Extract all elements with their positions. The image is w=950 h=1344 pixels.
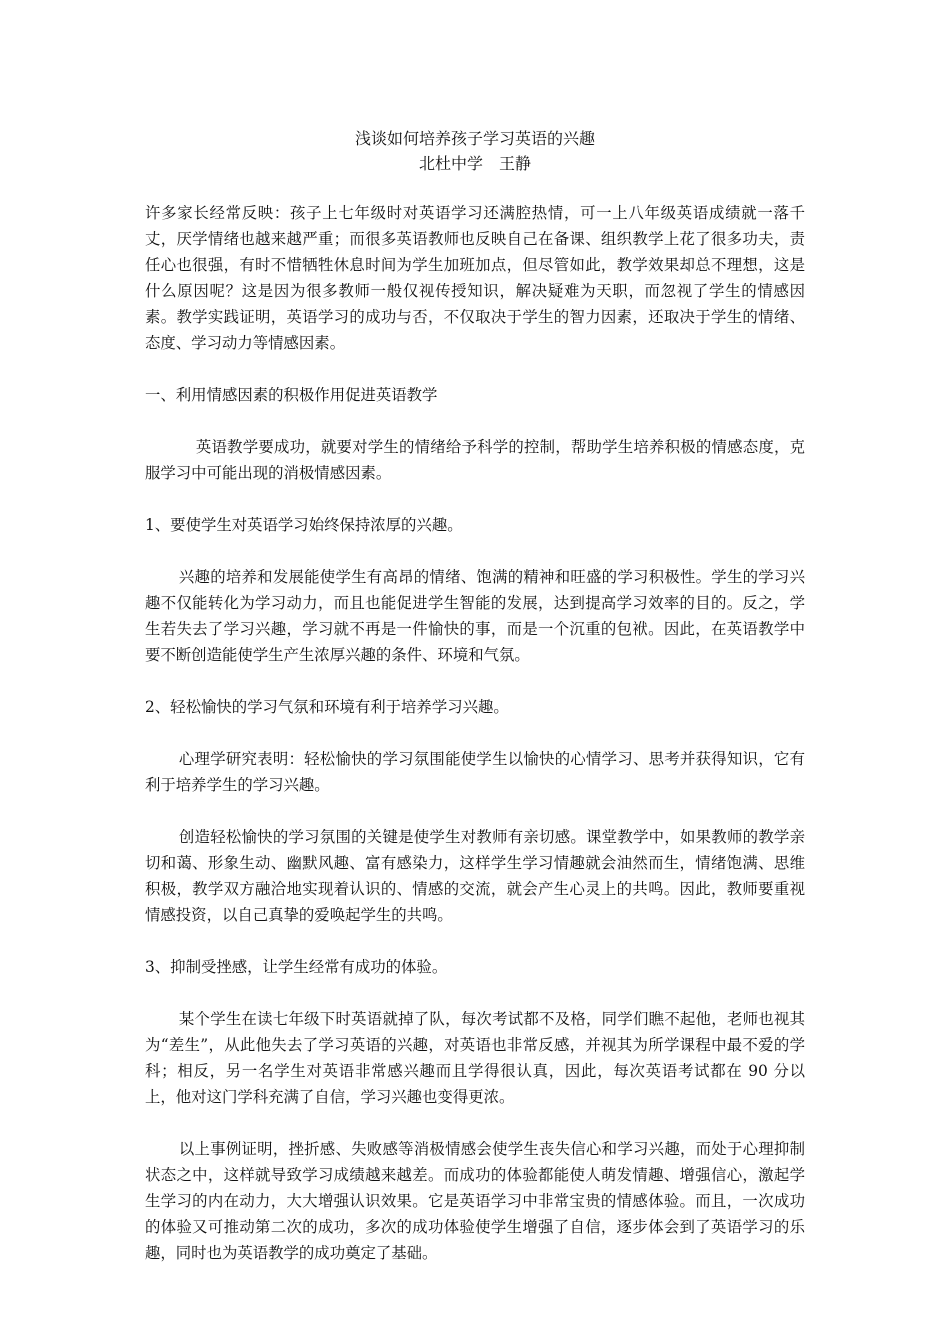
document-body <box>145 200 805 1266</box>
point-heading-3: 3、抑制受挫感，让学生经常有成功的体验。 <box>145 958 448 976</box>
intro-paragraph: 许多家长经常反映：孩子上七年级时对英语学习还满腔热情，可一上八年级英语成绩就一落千丈，厌学情绪也越来越严重；而很多英语教师也反映自己在备课、组织教学上花了很多功夫，责任心也很强，有时不惜牺牲休息时间为学生加班加点，但尽管如此，教学效果却总不理想，这是什么原因呢？这是因为很多教师一般仅视传授知识，解决疑难为天职，而忽视了学生的情感因素。教学实践证明，英语学习的成功与否，不仅取决于学生的智力因素，还取决于学生的情绪、态度、学习动力等情感因素。 <box>145 204 805 352</box>
point-paragraph-2a: 心理学研究表明：轻松愉快的学习氛围能使学生以愉快的心情学习、思考并获得知识，它有利于培养学生的学习兴趣。 <box>145 750 805 794</box>
point-paragraph-3a: 某个学生在读七年级下时英语就掉了队，每次考试都不及格，同学们瞧不起他，老师也视其为“差生”，从此他失去了学习英语的兴趣，对英语也非常反感，并视其为所学课程中最不爱的学科；相反，另一名学生对英语非常感兴趣而且学得很认真，因此，每次英语考试都在 90 分以上，他对这门学科充满了自信，学习兴趣也变得更浓。 <box>145 1010 805 1106</box>
point-heading-1: 1、要使学生对英语学习始终保持浓厚的兴趣。 <box>145 516 463 534</box>
section-heading-1: 一、利用情感因素的积极作用促进英语教学 <box>145 386 438 404</box>
point-paragraph-2b: 创造轻松愉快的学习氛围的关键是使学生对教师有亲切感。课堂教学中，如果教师的教学亲切和蔼、形象生动、幽默风趣、富有感染力，这样学生学习情趣就会油然而生，情绪饱满、思维积极，教学双方融洽地实现着认识的、情感的交流，就会产生心灵上的共鸣。因此，教师要重视情感投资，以自己真挚的爱唤起学生的共鸣。 <box>145 828 805 924</box>
document-author: 北杜中学 王静 <box>418 154 531 173</box>
point-paragraph-3b: 以上事例证明，挫折感、失败感等消极情感会使学生丧失信心和学习兴趣，而处于心理抑制状态之中，这样就导致学习成绩越来越差。而成功的体验都能使人萌发情趣、增强信心，激起学生学习的内在动力，大大增强认识效果。它是英语学习中非常宝贵的情感体验。而且，一次成功的体验又可推动第二次的成功，多次的成功体验使学生增强了自信，逐步体会到了英语学习的乐趣，同时也为英语教学的成功奠定了基础。 <box>145 1140 805 1262</box>
point-heading-2: 2、轻松愉快的学习气氛和环境有利于培养学习兴趣。 <box>145 698 509 716</box>
document-title: 浅谈如何培养孩子学习英语的兴趣 <box>354 129 595 148</box>
point-paragraph-1: 兴趣的培养和发展能使学生有高昂的情绪、饱满的精神和旺盛的学习积极性。学生的学习兴趣不仅能转化为学习动力，而且也能促进学生智能的发展，达到提高学习效率的目的。反之，学生若失去了学习兴趣，学习就不再是一件愉快的事，而是一个沉重的包袱。因此，在英语教学中要不断创造能使学生产生浓厚兴趣的条件、环境和气氛。 <box>145 568 805 664</box>
section-paragraph-1: 英语教学要成功，就要对学生的情绪给予科学的控制，帮助学生培养积极的情感态度，克服学习中可能出现的消极情感因素。 <box>145 438 805 482</box>
